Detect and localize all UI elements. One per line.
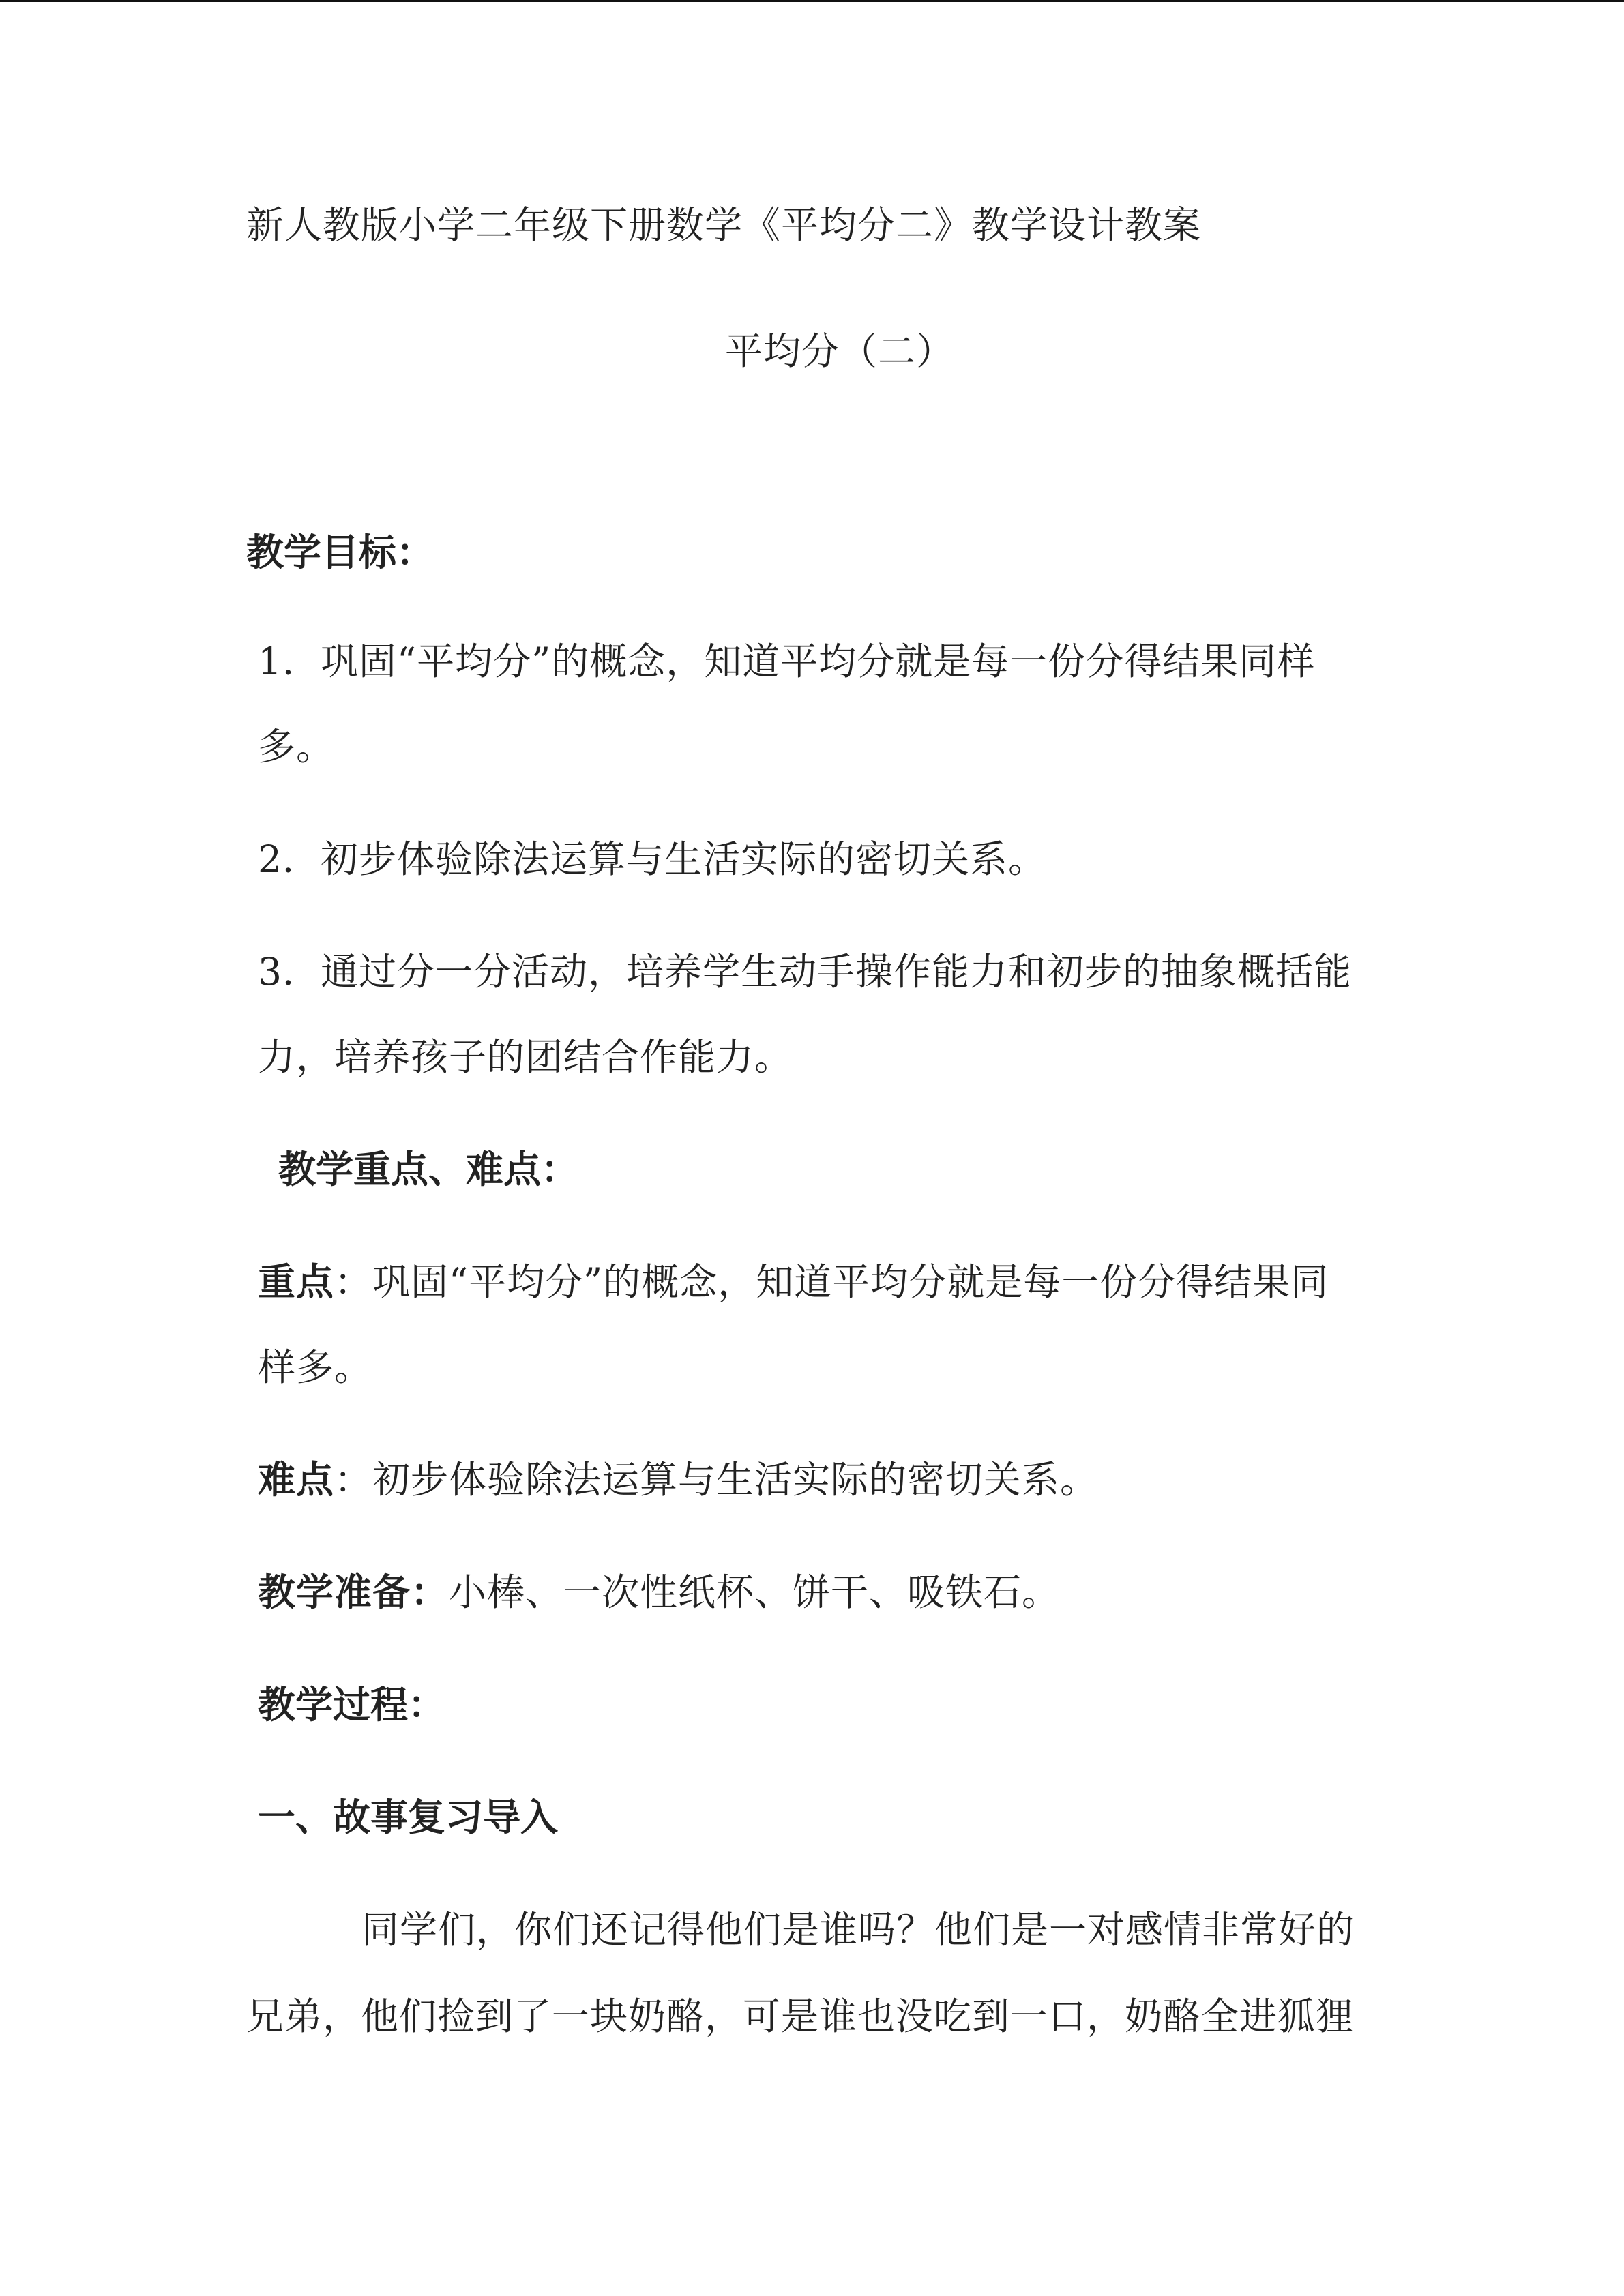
key-point-line-2: 样多。 xyxy=(258,1345,373,1389)
key-point-line-1 xyxy=(258,1258,1329,1306)
preparation-label: 教学准备： xyxy=(258,1570,449,1614)
key-difficult-heading: 教学重点、难点： xyxy=(278,1148,579,1191)
objective-1-line-1: 1．巩固“平均分”的概念，知道平均分就是每一份分得结果同样 xyxy=(258,640,1316,683)
objective-2-line-1: 2．初步体验除法运算与生活实际的密切关系。 xyxy=(258,837,1046,881)
difficult-point-text: ：初步体验除法运算与生活实际的密切关系。 xyxy=(334,1458,1099,1502)
document-title: 新人教版小学二年级下册数学《平均分二》教学设计教案 xyxy=(246,203,1202,247)
objective-3-line-1: 3．通过分一分活动，培养学生动手操作能力和初步的抽象概括能 xyxy=(258,950,1352,994)
paragraph-line-2: 兄弟，他们捡到了一块奶酪，可是谁也没吃到一口，奶酪全进狐狸 xyxy=(246,1995,1355,2038)
teaching-preparation xyxy=(258,1568,1060,1616)
paragraph-line-1: 同学们，你们还记得他们是谁吗？他们是一对感情非常好的 xyxy=(361,1908,1355,1952)
difficult-point-label: 难点 xyxy=(258,1458,335,1502)
preparation-text: 小棒、一次性纸杯、饼干、吸铁石。 xyxy=(449,1570,1061,1614)
key-point-text: ：巩固“平均分”的概念，知道平均分就是每一份分得结果同 xyxy=(334,1260,1329,1304)
document-subtitle: 平均分（二） xyxy=(725,329,955,373)
objective-1-line-2: 多。 xyxy=(258,725,335,769)
difficult-point xyxy=(258,1456,1098,1504)
section-1-heading: 一、故事复习导入 xyxy=(258,1795,559,1839)
objective-3-line-2: 力，培养孩子的团结合作能力。 xyxy=(258,1035,793,1079)
key-point-label: 重点 xyxy=(258,1260,335,1304)
process-heading: 教学过程： xyxy=(258,1683,446,1727)
objectives-heading: 教学目标： xyxy=(246,531,434,574)
